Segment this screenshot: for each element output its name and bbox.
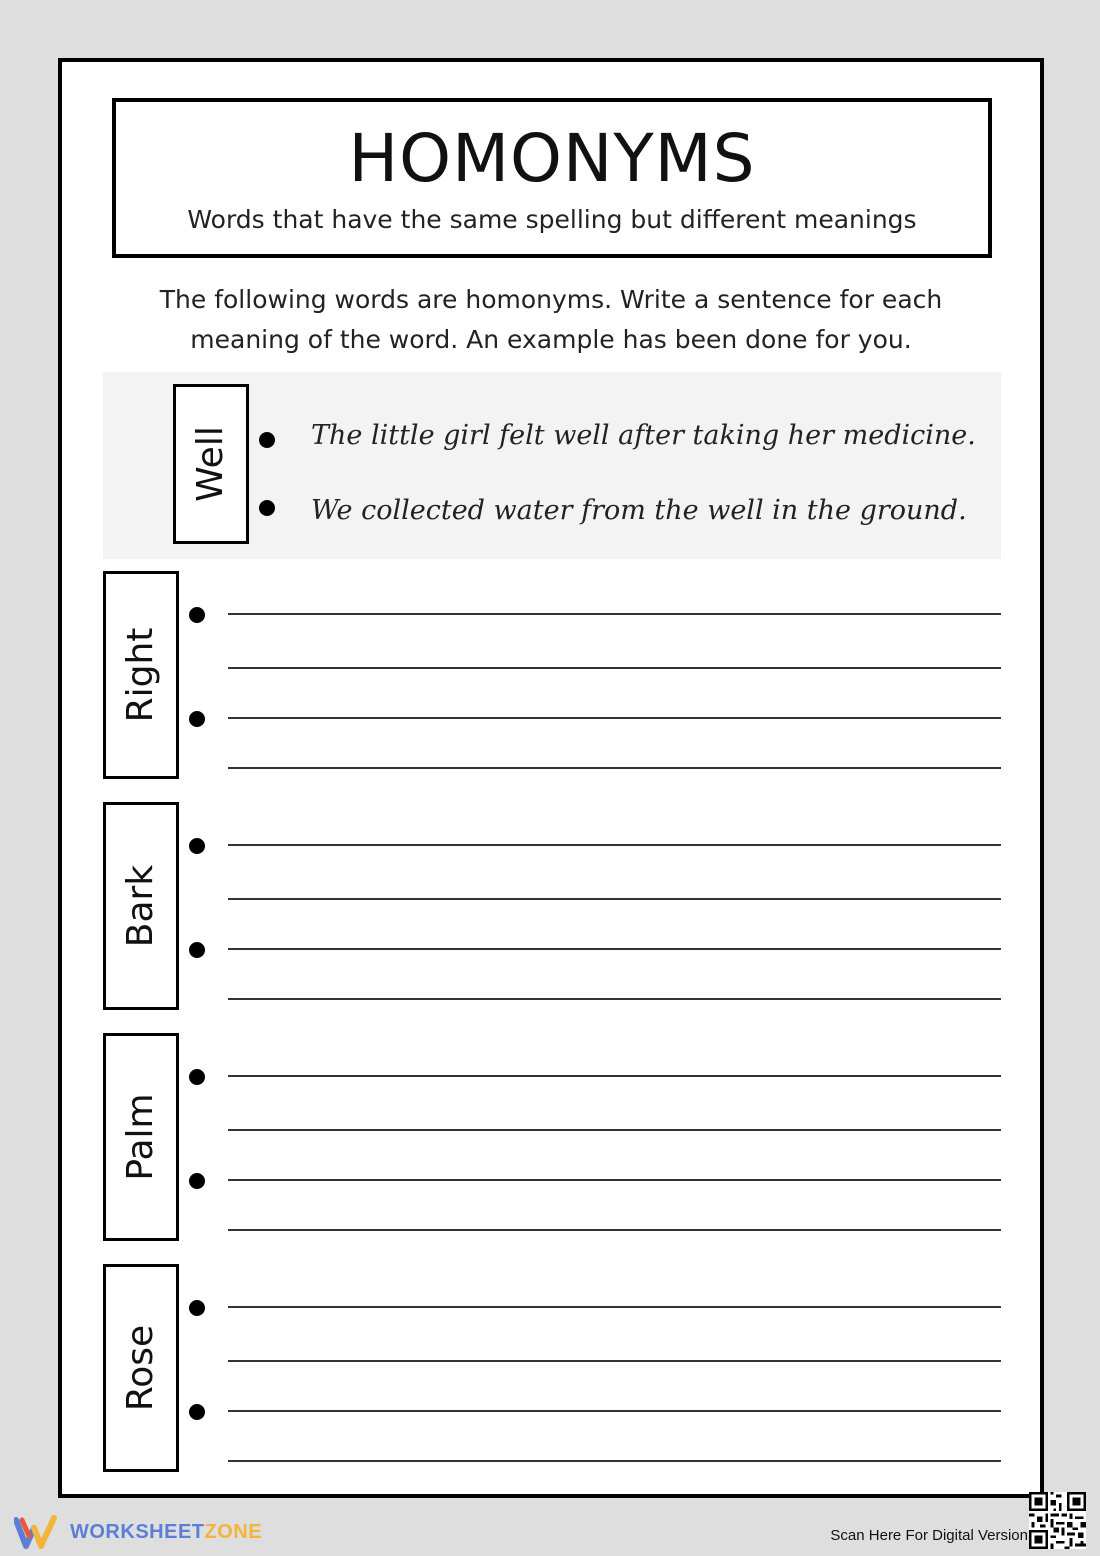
bullet-icon xyxy=(189,1300,205,1316)
worksheet-title: HOMONYMS xyxy=(348,120,756,197)
writing-line[interactable] xyxy=(228,717,1001,719)
bullet-icon xyxy=(259,432,275,448)
word-label: Right xyxy=(120,627,161,723)
example-sentence-2: We collected water from the well in the ground. xyxy=(311,495,967,526)
writing-line[interactable] xyxy=(228,998,1001,1000)
word-label: Rose xyxy=(120,1324,161,1412)
instructions-line-2: meaning of the word. An example has been done for you. xyxy=(190,325,912,354)
bullet-icon xyxy=(189,1069,205,1085)
writing-line[interactable] xyxy=(228,1129,1001,1131)
writing-line[interactable] xyxy=(228,1075,1001,1077)
bullet-icon xyxy=(189,607,205,623)
word-box-right xyxy=(103,571,179,779)
writing-line[interactable] xyxy=(228,898,1001,900)
example-sentence-1: The little girl felt well after taking her medicine. xyxy=(311,420,976,451)
scan-instruction: Scan Here For Digital Version xyxy=(830,1527,1028,1544)
qr-code-icon[interactable] xyxy=(1029,1492,1086,1549)
bullet-icon xyxy=(189,942,205,958)
word-label: Palm xyxy=(120,1093,161,1181)
example-word-box xyxy=(173,384,249,544)
writing-line[interactable] xyxy=(228,1360,1001,1362)
worksheet-subtitle: Words that have the same spelling but different meanings xyxy=(187,205,917,234)
writing-line[interactable] xyxy=(228,844,1001,846)
word-box-palm xyxy=(103,1033,179,1241)
writing-line[interactable] xyxy=(228,1410,1001,1412)
bullet-icon xyxy=(189,838,205,854)
title-box xyxy=(112,98,992,258)
instructions xyxy=(102,280,1000,360)
writing-line[interactable] xyxy=(228,1179,1001,1181)
writing-line[interactable] xyxy=(228,767,1001,769)
bullet-icon xyxy=(189,1173,205,1189)
writing-line[interactable] xyxy=(228,1229,1001,1231)
writing-line[interactable] xyxy=(228,948,1001,950)
word-box-bark xyxy=(103,802,179,1010)
example-word: Well xyxy=(190,426,231,502)
writing-line[interactable] xyxy=(228,667,1001,669)
worksheet-page xyxy=(58,58,1044,1498)
instructions-line-1: The following words are homonyms. Write a sentence for each xyxy=(159,285,943,314)
worksheetzone-logo-icon xyxy=(14,1514,60,1550)
writing-line[interactable] xyxy=(228,613,1001,615)
word-box-rose xyxy=(103,1264,179,1472)
bullet-icon xyxy=(259,500,275,516)
example-panel xyxy=(103,372,1001,559)
word-label: Bark xyxy=(120,864,161,948)
brand-name: WORKSHEETZONE xyxy=(70,1520,263,1543)
bullet-icon xyxy=(189,711,205,727)
writing-line[interactable] xyxy=(228,1460,1001,1462)
bullet-icon xyxy=(189,1404,205,1420)
brand-logo[interactable] xyxy=(14,1514,262,1550)
writing-line[interactable] xyxy=(228,1306,1001,1308)
